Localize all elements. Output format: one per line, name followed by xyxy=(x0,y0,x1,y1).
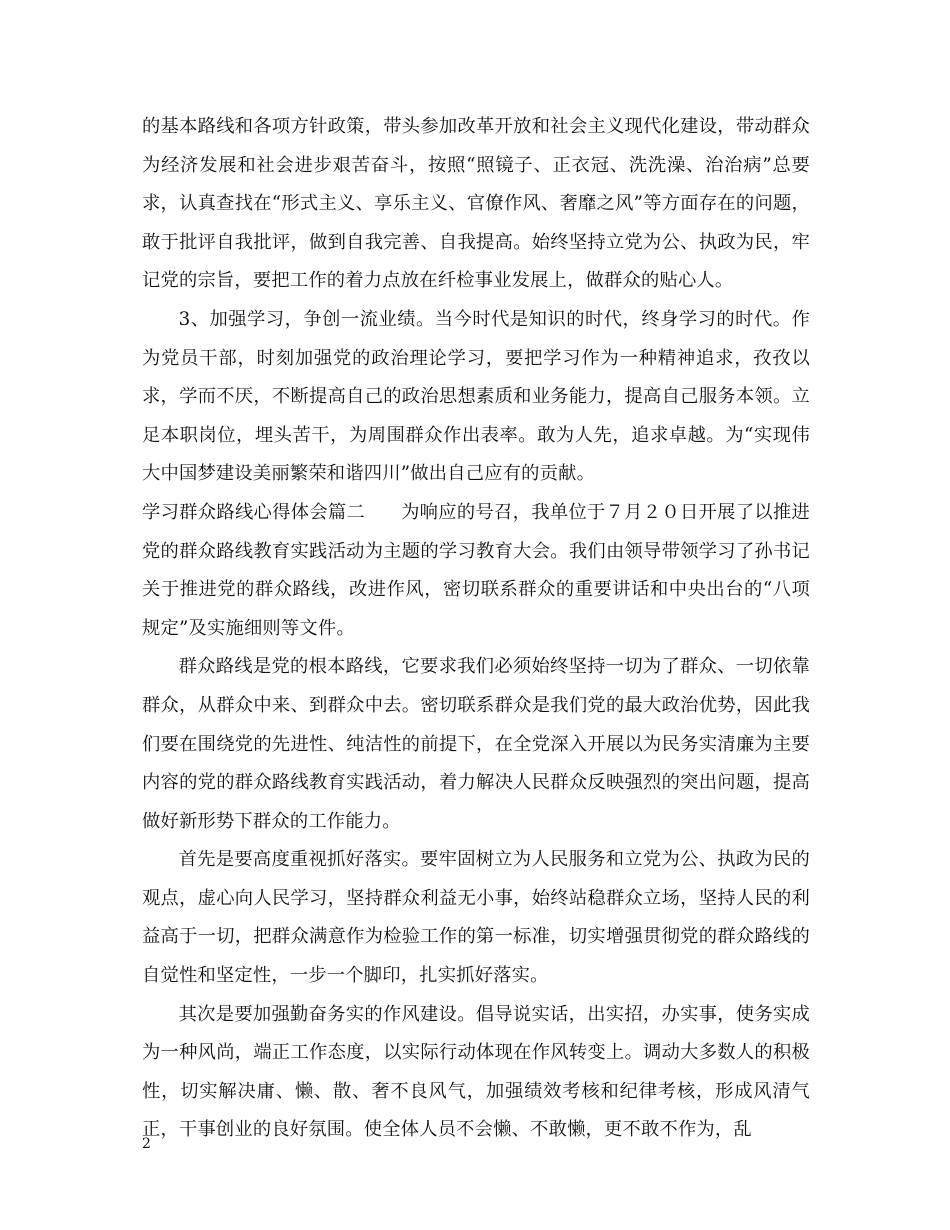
paragraph-6-text: 其次是要加强勤奋务实的作风建设。倡导说实话，出实招，办实事，使务实成为一种风尚，端正工作态度，以实际行动体现在作风转变上。调动大多数人的积极性，切实解决庸、懒、散、奢不良风气，加强绩效考核和纪律考核，形成风清气正，干事创业的良好氛围。使全体人员不会懒、不敢懒，更不敢不作为，乱 xyxy=(142,1003,810,1141)
section-heading: 学习群众路线心得体会篇二 xyxy=(142,501,366,523)
paragraph-4-text: 群众路线是党的根本路线，它要求我们必须始终坚持一切为了群众、一切依靠群众，从群众中来、到群众中去。密切联系群众是我们党的最大政治优势，因此我们要在围绕党的先进性、纯洁性的前提下，在全党深入开展以为民务实清廉为主要内容的党的群众路线教育实践活动，着力解决人民群众反映强烈的突出问题，提高做好新形势下群众的工作能力。 xyxy=(142,656,810,832)
paragraph-1-text: 的基本路线和各项方针政策，带头参加改革开放和社会主义现代化建设，带动群众为经济发展和社会进步艰苦奋斗，按照“照镜子、正衣冠、洗洗澡、治治病”总要求，认真查找在“形式主义、享乐主义、官僚作风、奢靡之风”等方面存在的问题，敢于批评自我批评，做到自我完善、自我提高。始终坚持立党为公、执政为民，牢记党的宗旨，要把工作的着力点放在纤检事业发展上，做群众的贴心人。 xyxy=(142,116,811,292)
paragraph-5-text: 首先是要高度重视抓好落实。要牢固树立为人民服务和立党为公、执政为民的观点，虚心向人民学习，坚持群众利益无小事，始终站稳群众立场，坚持人民的利益高于一切，把群众满意作为检验工作的第一标准，切实增强贯彻党的群众路线的自觉性和坚定性，一步一个脚印，扎实抓好落实。 xyxy=(142,849,810,987)
paragraph-5 xyxy=(142,841,810,995)
page-number: 2 xyxy=(142,1136,151,1152)
paragraph-2 xyxy=(142,301,810,494)
paragraph-6 xyxy=(142,996,810,1150)
paragraph-1 xyxy=(142,108,810,301)
paragraph-2-text: 3、加强学习，争创一流业绩。当今时代是知识的时代，终身学习的时代。作为党员干部，时刻加强党的政治理论学习，要把学习作为一种精神追求，孜孜以求，学而不厌，不断提高自己的政治思想素质和业务能力，提高自己服务本领。立足本职岗位，埋头苦干，为周围群众作出表率。敢为人先，追求卓越。为“实现伟大中国梦建设美丽繁荣和谐四川”做出自己应有的贡献。 xyxy=(142,308,810,485)
paragraph-3 xyxy=(142,494,810,648)
paragraph-3-text: 为响应的号召，我单位于７月２０日开展了以推进党的群众路线教育实践活动为主题的学习教育大会。我们由领导带领学习了孙书记关于推进党的群众路线，改进作风，密切联系群众的重要讲话和中央出台的“八项规定”及实施细则等文件。 xyxy=(142,501,810,639)
document-body xyxy=(142,108,810,1150)
paragraph-4 xyxy=(142,648,810,841)
